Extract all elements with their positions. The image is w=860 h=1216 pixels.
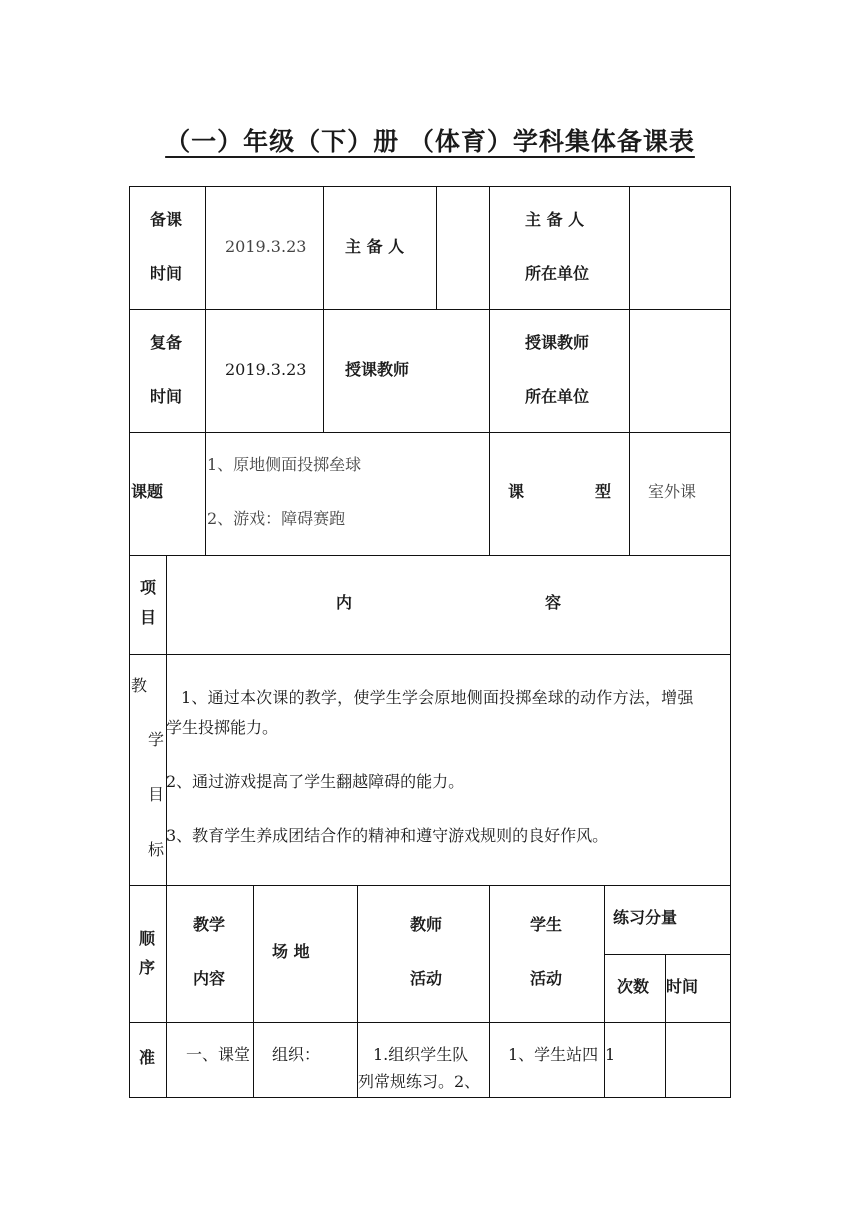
objectives-label-1: 教 <box>131 676 148 695</box>
topic-label: 课题 <box>131 482 164 501</box>
row-teacher-a: 1.组织学生队 <box>373 1045 469 1064</box>
row-teacher-b: 列常规练习。2、 <box>358 1072 481 1091</box>
lead-unit-label-2: 所在单位 <box>525 264 590 283</box>
content-label-1: 内 <box>336 593 353 612</box>
page-title: （一）年级（下）册 （体育）学科集体备课表 <box>165 127 695 156</box>
teacher-unit-label-1: 授课教师 <box>525 333 590 352</box>
objectives-label-3: 目 <box>148 785 165 804</box>
row-time-cell <box>665 1022 731 1098</box>
prep-time-value: 2019.3.23 <box>225 237 307 256</box>
objectives-label-2: 学 <box>148 730 165 749</box>
row-content: 一、课堂 <box>186 1045 251 1064</box>
topic-value-cell <box>205 432 490 556</box>
content-label-2: 容 <box>545 593 562 612</box>
lead-preparer-label: 主 备 人 <box>345 237 405 256</box>
teacher-unit-label-cell <box>489 309 630 433</box>
venue-header: 场 地 <box>272 942 310 961</box>
lead-unit-label-1: 主 备 人 <box>525 210 585 229</box>
teacher-label: 授课教师 <box>345 360 410 379</box>
lesson-type-label-1: 课 <box>508 482 525 501</box>
teacher-activity-header-cell <box>357 885 490 1023</box>
prep-time-label-1: 备课 <box>150 210 183 229</box>
order-header-cell <box>129 885 167 1023</box>
review-time-label-2: 时间 <box>150 387 183 406</box>
row-count: 1 <box>605 1045 616 1064</box>
objectives-label-4: 标 <box>148 840 165 859</box>
time-header: 时间 <box>666 977 699 996</box>
row-student: 1、学生站四 <box>508 1045 599 1064</box>
student-activity-header-1: 学生 <box>530 915 563 934</box>
item-label-2: 目 <box>140 608 157 627</box>
objective-2: 2、通过游戏提高了学生翻越障碍的能力。 <box>166 772 465 791</box>
content-header-cell <box>166 885 254 1023</box>
content-header-2: 内容 <box>193 969 226 988</box>
order-header-2: 序 <box>139 958 156 977</box>
item-label-1: 项 <box>140 578 157 597</box>
teacher-unit-label-2: 所在单位 <box>525 387 590 406</box>
prep-time-label-cell <box>129 186 206 310</box>
objective-1a: 1、通过本次课的教学，使学生学会原地侧面投掷垒球的动作方法，增强 <box>181 688 694 707</box>
review-time-label-cell <box>129 309 206 433</box>
lead-unit-value-cell <box>629 186 731 310</box>
topic-line-1: 1、原地侧面投掷垒球 <box>207 455 362 474</box>
lesson-type-value: 室外课 <box>648 482 697 501</box>
order-header-1: 顺 <box>139 929 156 948</box>
lead-preparer-value-cell <box>436 186 490 310</box>
student-activity-header-cell <box>489 885 605 1023</box>
row-venue: 组织： <box>272 1045 321 1064</box>
teacher-activity-header-2: 活动 <box>410 969 443 988</box>
teacher-activity-header-1: 教师 <box>410 915 443 934</box>
amount-header: 练习分量 <box>613 908 678 927</box>
objective-1b: 学生投掷能力。 <box>166 718 279 737</box>
content-header-1: 教学 <box>193 915 226 934</box>
row-phase: 准 <box>139 1048 156 1067</box>
review-time-value: 2019.3.23 <box>225 360 307 379</box>
objective-3: 3、教育学生养成团结合作的精神和遵守游戏规则的良好作风。 <box>166 826 609 845</box>
item-label-cell <box>129 555 167 655</box>
lead-unit-label-cell <box>489 186 630 310</box>
student-activity-header-2: 活动 <box>530 969 563 988</box>
teacher-unit-value-cell <box>629 309 731 433</box>
review-time-label-1: 复备 <box>150 333 183 352</box>
content-label-cell <box>166 555 731 655</box>
count-header: 次数 <box>617 977 650 996</box>
topic-line-2: 2、游戏：障碍赛跑 <box>207 509 346 528</box>
prep-time-label-2: 时间 <box>150 264 183 283</box>
lesson-type-label-2: 型 <box>595 482 612 501</box>
